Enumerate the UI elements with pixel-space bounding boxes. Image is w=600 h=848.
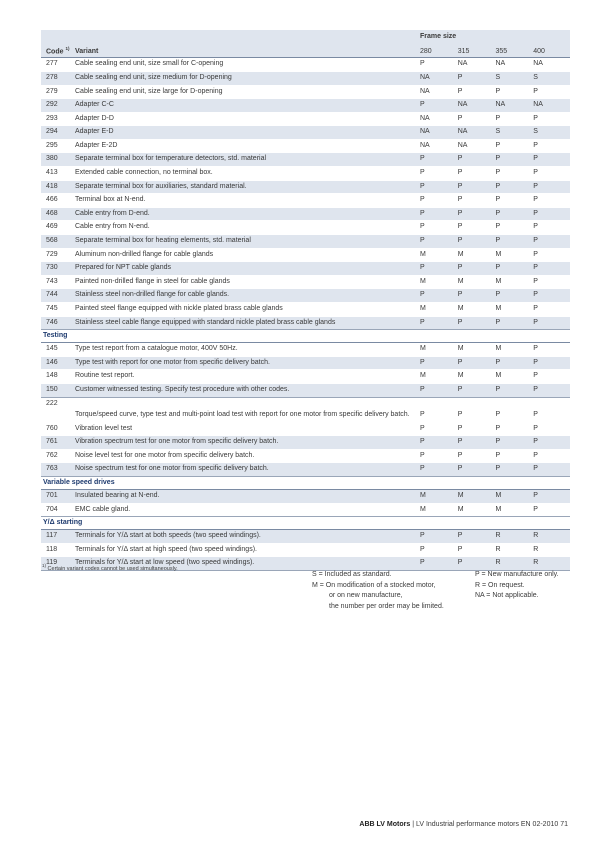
value-cell: P bbox=[419, 557, 457, 571]
table-row bbox=[41, 449, 570, 463]
value-cell: P bbox=[532, 303, 570, 317]
value-cell: P bbox=[419, 316, 457, 330]
table-row bbox=[41, 248, 570, 262]
table-row bbox=[41, 397, 570, 422]
value-cell: P bbox=[457, 543, 495, 557]
value-cell: M bbox=[419, 275, 457, 289]
value-cell: M bbox=[457, 503, 495, 517]
code-cell: 469 bbox=[41, 221, 74, 235]
value-cell: P bbox=[532, 422, 570, 436]
value-cell: P bbox=[457, 235, 495, 249]
value-cell: R bbox=[532, 543, 570, 557]
code-cell: 729 bbox=[41, 248, 74, 262]
value-cell: P bbox=[457, 463, 495, 477]
value-cell: M bbox=[495, 303, 533, 317]
table-row bbox=[41, 422, 570, 436]
value-cell: P bbox=[419, 194, 457, 208]
value-cell: R bbox=[495, 557, 533, 571]
table-row bbox=[41, 356, 570, 370]
table-row bbox=[41, 463, 570, 477]
variant-cell: Adapter C-C bbox=[74, 99, 419, 113]
value-cell: P bbox=[532, 153, 570, 167]
value-cell: P bbox=[419, 207, 457, 221]
footnote-text: Certain variant codes cannot be used simultaneously. bbox=[47, 565, 178, 572]
variant-cell: Stainless steel non-drilled flange for cable glands. bbox=[74, 289, 419, 303]
value-cell: NA bbox=[419, 85, 457, 99]
value-cell: R bbox=[495, 530, 533, 544]
value-cell: P bbox=[419, 235, 457, 249]
value-cell: P bbox=[419, 543, 457, 557]
value-cell: P bbox=[457, 262, 495, 276]
code-cell: 292 bbox=[41, 99, 74, 113]
table-row bbox=[41, 436, 570, 450]
table-row bbox=[41, 85, 570, 99]
value-cell: P bbox=[532, 275, 570, 289]
value-cell: M bbox=[457, 275, 495, 289]
value-cell: NA bbox=[419, 139, 457, 153]
variant-cell: Vibration spectrum test for one motor from specific delivery batch. bbox=[74, 436, 419, 450]
table-body-testing-b bbox=[41, 422, 570, 476]
value-cell: R bbox=[495, 543, 533, 557]
section-yd-starting bbox=[41, 517, 570, 530]
variant-cell: Cable entry from D-end. bbox=[74, 207, 419, 221]
code-cell: 762 bbox=[41, 449, 74, 463]
legend-item-m-cont: the number per order may be limited. bbox=[329, 602, 444, 610]
table-row bbox=[41, 316, 570, 330]
value-cell: P bbox=[532, 194, 570, 208]
value-cell: P bbox=[532, 449, 570, 463]
code-cell: 279 bbox=[41, 85, 74, 99]
table-row bbox=[41, 262, 570, 276]
variant-cell: Extended cable connection, no terminal box. bbox=[74, 167, 419, 181]
variant-cell: Terminals for Y/Δ start at low speed (two speed windings). bbox=[74, 557, 419, 571]
value-cell: P bbox=[532, 248, 570, 262]
value-cell: M bbox=[419, 248, 457, 262]
code-cell: 704 bbox=[41, 503, 74, 517]
table-row bbox=[41, 207, 570, 221]
value-cell: P bbox=[457, 207, 495, 221]
frame-size-heading: Frame size bbox=[419, 30, 570, 43]
code-cell: 761 bbox=[41, 436, 74, 450]
code-cell: 730 bbox=[41, 262, 74, 276]
footnote-mark: 1) bbox=[42, 563, 47, 568]
value-cell: P bbox=[532, 436, 570, 450]
value-cell: P bbox=[457, 383, 495, 397]
table-row bbox=[41, 180, 570, 194]
value-cell: P bbox=[457, 530, 495, 544]
value-cell: NA bbox=[457, 139, 495, 153]
value-cell: P bbox=[419, 422, 457, 436]
value-cell: P bbox=[532, 167, 570, 181]
value-cell: P bbox=[457, 356, 495, 370]
frame-size-header: 400 bbox=[532, 43, 570, 58]
value-cell: P bbox=[419, 356, 457, 370]
variant-cell: Type test with report for one motor from specific delivery batch. bbox=[74, 356, 419, 370]
table-row bbox=[41, 71, 570, 85]
section-variable-speed-drives bbox=[41, 476, 570, 489]
variant-cell: Type test report from a catalogue motor, 400V 50Hz. bbox=[74, 343, 419, 357]
value-cell: P bbox=[532, 180, 570, 194]
variant-cell: EMC cable gland. bbox=[74, 503, 419, 517]
value-cell: P bbox=[457, 557, 495, 571]
value-cell: P bbox=[495, 262, 533, 276]
value-cell: P bbox=[419, 397, 457, 422]
frame-size-header: 315 bbox=[457, 43, 495, 58]
value-cell: M bbox=[419, 370, 457, 384]
frame-size-header: 355 bbox=[495, 43, 533, 58]
value-cell: P bbox=[419, 383, 457, 397]
variant-cell: Torque/speed curve, type test and multi-point load test with report for one motor from specific delivery batch. bbox=[74, 397, 419, 422]
value-cell: P bbox=[457, 397, 495, 422]
value-cell: P bbox=[457, 316, 495, 330]
code-cell: 277 bbox=[41, 58, 74, 72]
code-cell: 294 bbox=[41, 126, 74, 140]
value-cell: M bbox=[457, 303, 495, 317]
table-row bbox=[41, 275, 570, 289]
value-cell: P bbox=[495, 463, 533, 477]
code-cell: 743 bbox=[41, 275, 74, 289]
value-cell: P bbox=[419, 180, 457, 194]
value-cell: P bbox=[457, 71, 495, 85]
code-cell: 418 bbox=[41, 180, 74, 194]
table-row bbox=[41, 194, 570, 208]
code-cell: 150 bbox=[41, 383, 74, 397]
value-cell: P bbox=[495, 235, 533, 249]
table-row bbox=[41, 126, 570, 140]
value-cell: P bbox=[457, 85, 495, 99]
table-body-testing-a bbox=[41, 343, 570, 397]
value-cell: P bbox=[532, 207, 570, 221]
variant-cell: Separate terminal box for heating elements, std. material bbox=[74, 235, 419, 249]
table-body-vsd bbox=[41, 489, 570, 516]
value-cell: P bbox=[495, 436, 533, 450]
value-cell: M bbox=[495, 248, 533, 262]
value-cell: P bbox=[532, 85, 570, 99]
value-cell: P bbox=[495, 153, 533, 167]
value-cell: M bbox=[495, 489, 533, 503]
value-cell: P bbox=[457, 436, 495, 450]
value-cell: NA bbox=[457, 126, 495, 140]
value-cell: R bbox=[532, 530, 570, 544]
value-cell: P bbox=[495, 112, 533, 126]
value-cell: P bbox=[532, 221, 570, 235]
section-heading: Y/Δ starting bbox=[41, 517, 570, 530]
legend-item-s: S = Included as standard. bbox=[312, 571, 392, 578]
value-cell: P bbox=[495, 207, 533, 221]
variant-cell: Separate terminal box for auxiliaries, standard material. bbox=[74, 180, 419, 194]
value-cell: P bbox=[419, 262, 457, 276]
variant-cell: Prepared for NPT cable glands bbox=[74, 262, 419, 276]
variant-codes-table-area bbox=[41, 30, 570, 571]
table-header-row bbox=[41, 43, 570, 58]
value-cell: NA bbox=[419, 126, 457, 140]
variant-cell: Stainless steel cable flange equipped with standard nickle plated brass cable glands bbox=[74, 316, 419, 330]
value-cell: P bbox=[419, 58, 457, 72]
section-heading-row bbox=[41, 517, 570, 530]
value-cell: P bbox=[532, 356, 570, 370]
value-cell: P bbox=[495, 397, 533, 422]
value-cell: P bbox=[457, 112, 495, 126]
value-cell: P bbox=[457, 449, 495, 463]
value-cell: P bbox=[532, 343, 570, 357]
value-cell: P bbox=[532, 397, 570, 422]
code-cell: 117 bbox=[41, 530, 74, 544]
variant-cell: Painted non-drilled flange in steel for cable glands bbox=[74, 275, 419, 289]
table-row bbox=[41, 530, 570, 544]
value-cell: P bbox=[457, 289, 495, 303]
value-cell: P bbox=[495, 139, 533, 153]
value-cell: P bbox=[495, 383, 533, 397]
variant-cell: Cable sealing end unit, size small for C-opening bbox=[74, 58, 419, 72]
value-cell: M bbox=[495, 370, 533, 384]
value-cell: P bbox=[419, 463, 457, 477]
value-cell: NA bbox=[532, 58, 570, 72]
section-heading: Variable speed drives bbox=[41, 476, 570, 489]
legend-item-na: NA = Not applicable. bbox=[475, 592, 539, 600]
value-cell: P bbox=[457, 180, 495, 194]
table-row bbox=[41, 99, 570, 113]
value-cell: P bbox=[532, 289, 570, 303]
code-cell: 468 bbox=[41, 207, 74, 221]
variant-cell: Separate terminal box for temperature detectors, std. material bbox=[74, 153, 419, 167]
code-cell: 746 bbox=[41, 316, 74, 330]
variant-cell: Adapter E-D bbox=[74, 126, 419, 140]
code-cell: 380 bbox=[41, 153, 74, 167]
value-cell: P bbox=[457, 153, 495, 167]
value-cell: P bbox=[419, 99, 457, 113]
variant-column-header: Variant bbox=[74, 43, 419, 58]
page-number: 71 bbox=[560, 821, 568, 828]
value-cell: NA bbox=[495, 99, 533, 113]
footnote-mark: 1) bbox=[65, 46, 70, 51]
value-cell: P bbox=[419, 449, 457, 463]
legend-item-r: R = On request. bbox=[475, 581, 525, 589]
table-row bbox=[41, 503, 570, 517]
legend-item-m-cont: or on new manufacture, bbox=[329, 592, 403, 600]
variant-cell: Insulated bearing at N-end. bbox=[74, 489, 419, 503]
code-cell: 293 bbox=[41, 112, 74, 126]
value-cell: M bbox=[457, 370, 495, 384]
value-cell: P bbox=[532, 383, 570, 397]
code-cell: 745 bbox=[41, 303, 74, 317]
value-cell: NA bbox=[419, 71, 457, 85]
table-body-general bbox=[41, 58, 570, 330]
table-row bbox=[41, 383, 570, 397]
footnote bbox=[42, 563, 178, 572]
table-row bbox=[41, 112, 570, 126]
value-cell: P bbox=[419, 221, 457, 235]
footer-separator: | bbox=[412, 821, 415, 828]
value-cell: NA bbox=[419, 112, 457, 126]
value-cell: P bbox=[457, 194, 495, 208]
code-cell: 701 bbox=[41, 489, 74, 503]
table-row bbox=[41, 370, 570, 384]
value-cell: S bbox=[495, 71, 533, 85]
code-cell: 413 bbox=[41, 167, 74, 181]
value-cell: NA bbox=[495, 58, 533, 72]
variant-cell: Terminals for Y/Δ start at both speeds (two speed windings). bbox=[74, 530, 419, 544]
value-cell: M bbox=[457, 248, 495, 262]
code-cell: 763 bbox=[41, 463, 74, 477]
value-cell: M bbox=[419, 503, 457, 517]
value-cell: S bbox=[532, 71, 570, 85]
value-cell: P bbox=[532, 139, 570, 153]
value-cell: M bbox=[495, 343, 533, 357]
table-row bbox=[41, 139, 570, 153]
value-cell: P bbox=[532, 489, 570, 503]
variant-cell: Noise level test for one motor from specific delivery batch. bbox=[74, 449, 419, 463]
variant-cell: Cable sealing end unit, size medium for D-opening bbox=[74, 71, 419, 85]
code-cell: 119 bbox=[41, 557, 74, 571]
table-row bbox=[41, 235, 570, 249]
value-cell: P bbox=[532, 463, 570, 477]
code-cell: 278 bbox=[41, 71, 74, 85]
value-cell: S bbox=[495, 126, 533, 140]
value-cell: M bbox=[419, 303, 457, 317]
legend-item-m: M = On modification of a stocked motor, bbox=[312, 581, 436, 589]
code-cell: 744 bbox=[41, 289, 74, 303]
value-cell: P bbox=[532, 370, 570, 384]
value-cell: P bbox=[532, 316, 570, 330]
value-cell: P bbox=[495, 85, 533, 99]
value-cell: P bbox=[457, 221, 495, 235]
table-row bbox=[41, 289, 570, 303]
table-row bbox=[41, 489, 570, 503]
legend-item-p: P = New manufacture only. bbox=[475, 571, 559, 578]
value-cell: P bbox=[495, 356, 533, 370]
section-heading-row bbox=[41, 476, 570, 489]
value-cell: R bbox=[532, 557, 570, 571]
table-body-testing-222 bbox=[41, 397, 570, 422]
value-cell: P bbox=[419, 436, 457, 450]
value-cell: M bbox=[495, 503, 533, 517]
footer-document-title: LV Industrial performance motors EN 02-2010 bbox=[415, 821, 559, 828]
table-header-frame-size-row bbox=[41, 30, 570, 43]
value-cell: M bbox=[495, 275, 533, 289]
section-testing bbox=[41, 330, 570, 343]
variant-cell: Aluminum non-drilled flange for cable glands bbox=[74, 248, 419, 262]
value-cell: P bbox=[495, 289, 533, 303]
frame-size-header: 280 bbox=[419, 43, 457, 58]
variant-cell: Vibration level test bbox=[74, 422, 419, 436]
code-cell: 148 bbox=[41, 370, 74, 384]
value-cell: NA bbox=[532, 99, 570, 113]
variant-cell: Adapter D-D bbox=[74, 112, 419, 126]
value-cell: P bbox=[495, 180, 533, 194]
code-cell: 118 bbox=[41, 543, 74, 557]
variant-cell: Customer witnessed testing. Specify test procedure with other codes. bbox=[74, 383, 419, 397]
value-cell: P bbox=[457, 167, 495, 181]
variant-cell: Terminals for Y/Δ start at high speed (two speed windings). bbox=[74, 543, 419, 557]
value-cell: M bbox=[419, 489, 457, 503]
value-cell: P bbox=[532, 503, 570, 517]
table-row bbox=[41, 543, 570, 557]
code-cell: 145 bbox=[41, 343, 74, 357]
legend-right-column bbox=[475, 570, 559, 602]
value-cell: S bbox=[532, 126, 570, 140]
value-cell: P bbox=[457, 422, 495, 436]
table-row bbox=[41, 153, 570, 167]
value-cell: P bbox=[419, 530, 457, 544]
code-cell: 760 bbox=[41, 422, 74, 436]
variant-cell: Noise spectrum test for one motor from specific delivery batch. bbox=[74, 463, 419, 477]
value-cell: P bbox=[495, 194, 533, 208]
value-cell: P bbox=[495, 221, 533, 235]
legend-left-column bbox=[312, 570, 444, 612]
value-cell: M bbox=[457, 343, 495, 357]
code-cell: 466 bbox=[41, 194, 74, 208]
variant-codes-table bbox=[41, 30, 570, 571]
section-heading: Testing bbox=[41, 330, 570, 343]
code-column-header: Code $^{1)}$ bbox=[41, 43, 74, 58]
table-row bbox=[41, 303, 570, 317]
value-cell: P bbox=[532, 235, 570, 249]
code-cell: 568 bbox=[41, 235, 74, 249]
table-row bbox=[41, 58, 570, 72]
value-cell: P bbox=[495, 422, 533, 436]
code-cell: 146 bbox=[41, 356, 74, 370]
value-cell: NA bbox=[457, 58, 495, 72]
value-cell: P bbox=[495, 316, 533, 330]
value-cell: P bbox=[532, 112, 570, 126]
variant-cell: Adapter E-2D bbox=[74, 139, 419, 153]
value-cell: NA bbox=[457, 99, 495, 113]
value-cell: P bbox=[532, 262, 570, 276]
code-cell: 222 bbox=[41, 397, 74, 422]
value-cell: P bbox=[495, 167, 533, 181]
value-cell: P bbox=[495, 449, 533, 463]
code-cell: 295 bbox=[41, 139, 74, 153]
variant-cell: Terminal box at N-end. bbox=[74, 194, 419, 208]
variant-cell: Routine test report. bbox=[74, 370, 419, 384]
section-heading-row bbox=[41, 330, 570, 343]
value-cell: M bbox=[419, 343, 457, 357]
value-cell: P bbox=[419, 153, 457, 167]
table-row bbox=[41, 343, 570, 357]
variant-cell: Painted steel flange equipped with nickle plated brass cable glands bbox=[74, 303, 419, 317]
table-row bbox=[41, 221, 570, 235]
value-cell: P bbox=[419, 289, 457, 303]
variant-cell: Cable entry from N-end. bbox=[74, 221, 419, 235]
variant-cell: Cable sealing end unit, size large for D-opening bbox=[74, 85, 419, 99]
page-footer bbox=[359, 821, 568, 828]
footer-brand: ABB LV Motors bbox=[359, 821, 411, 828]
value-cell: P bbox=[419, 167, 457, 181]
value-cell: M bbox=[457, 489, 495, 503]
table-row bbox=[41, 167, 570, 181]
